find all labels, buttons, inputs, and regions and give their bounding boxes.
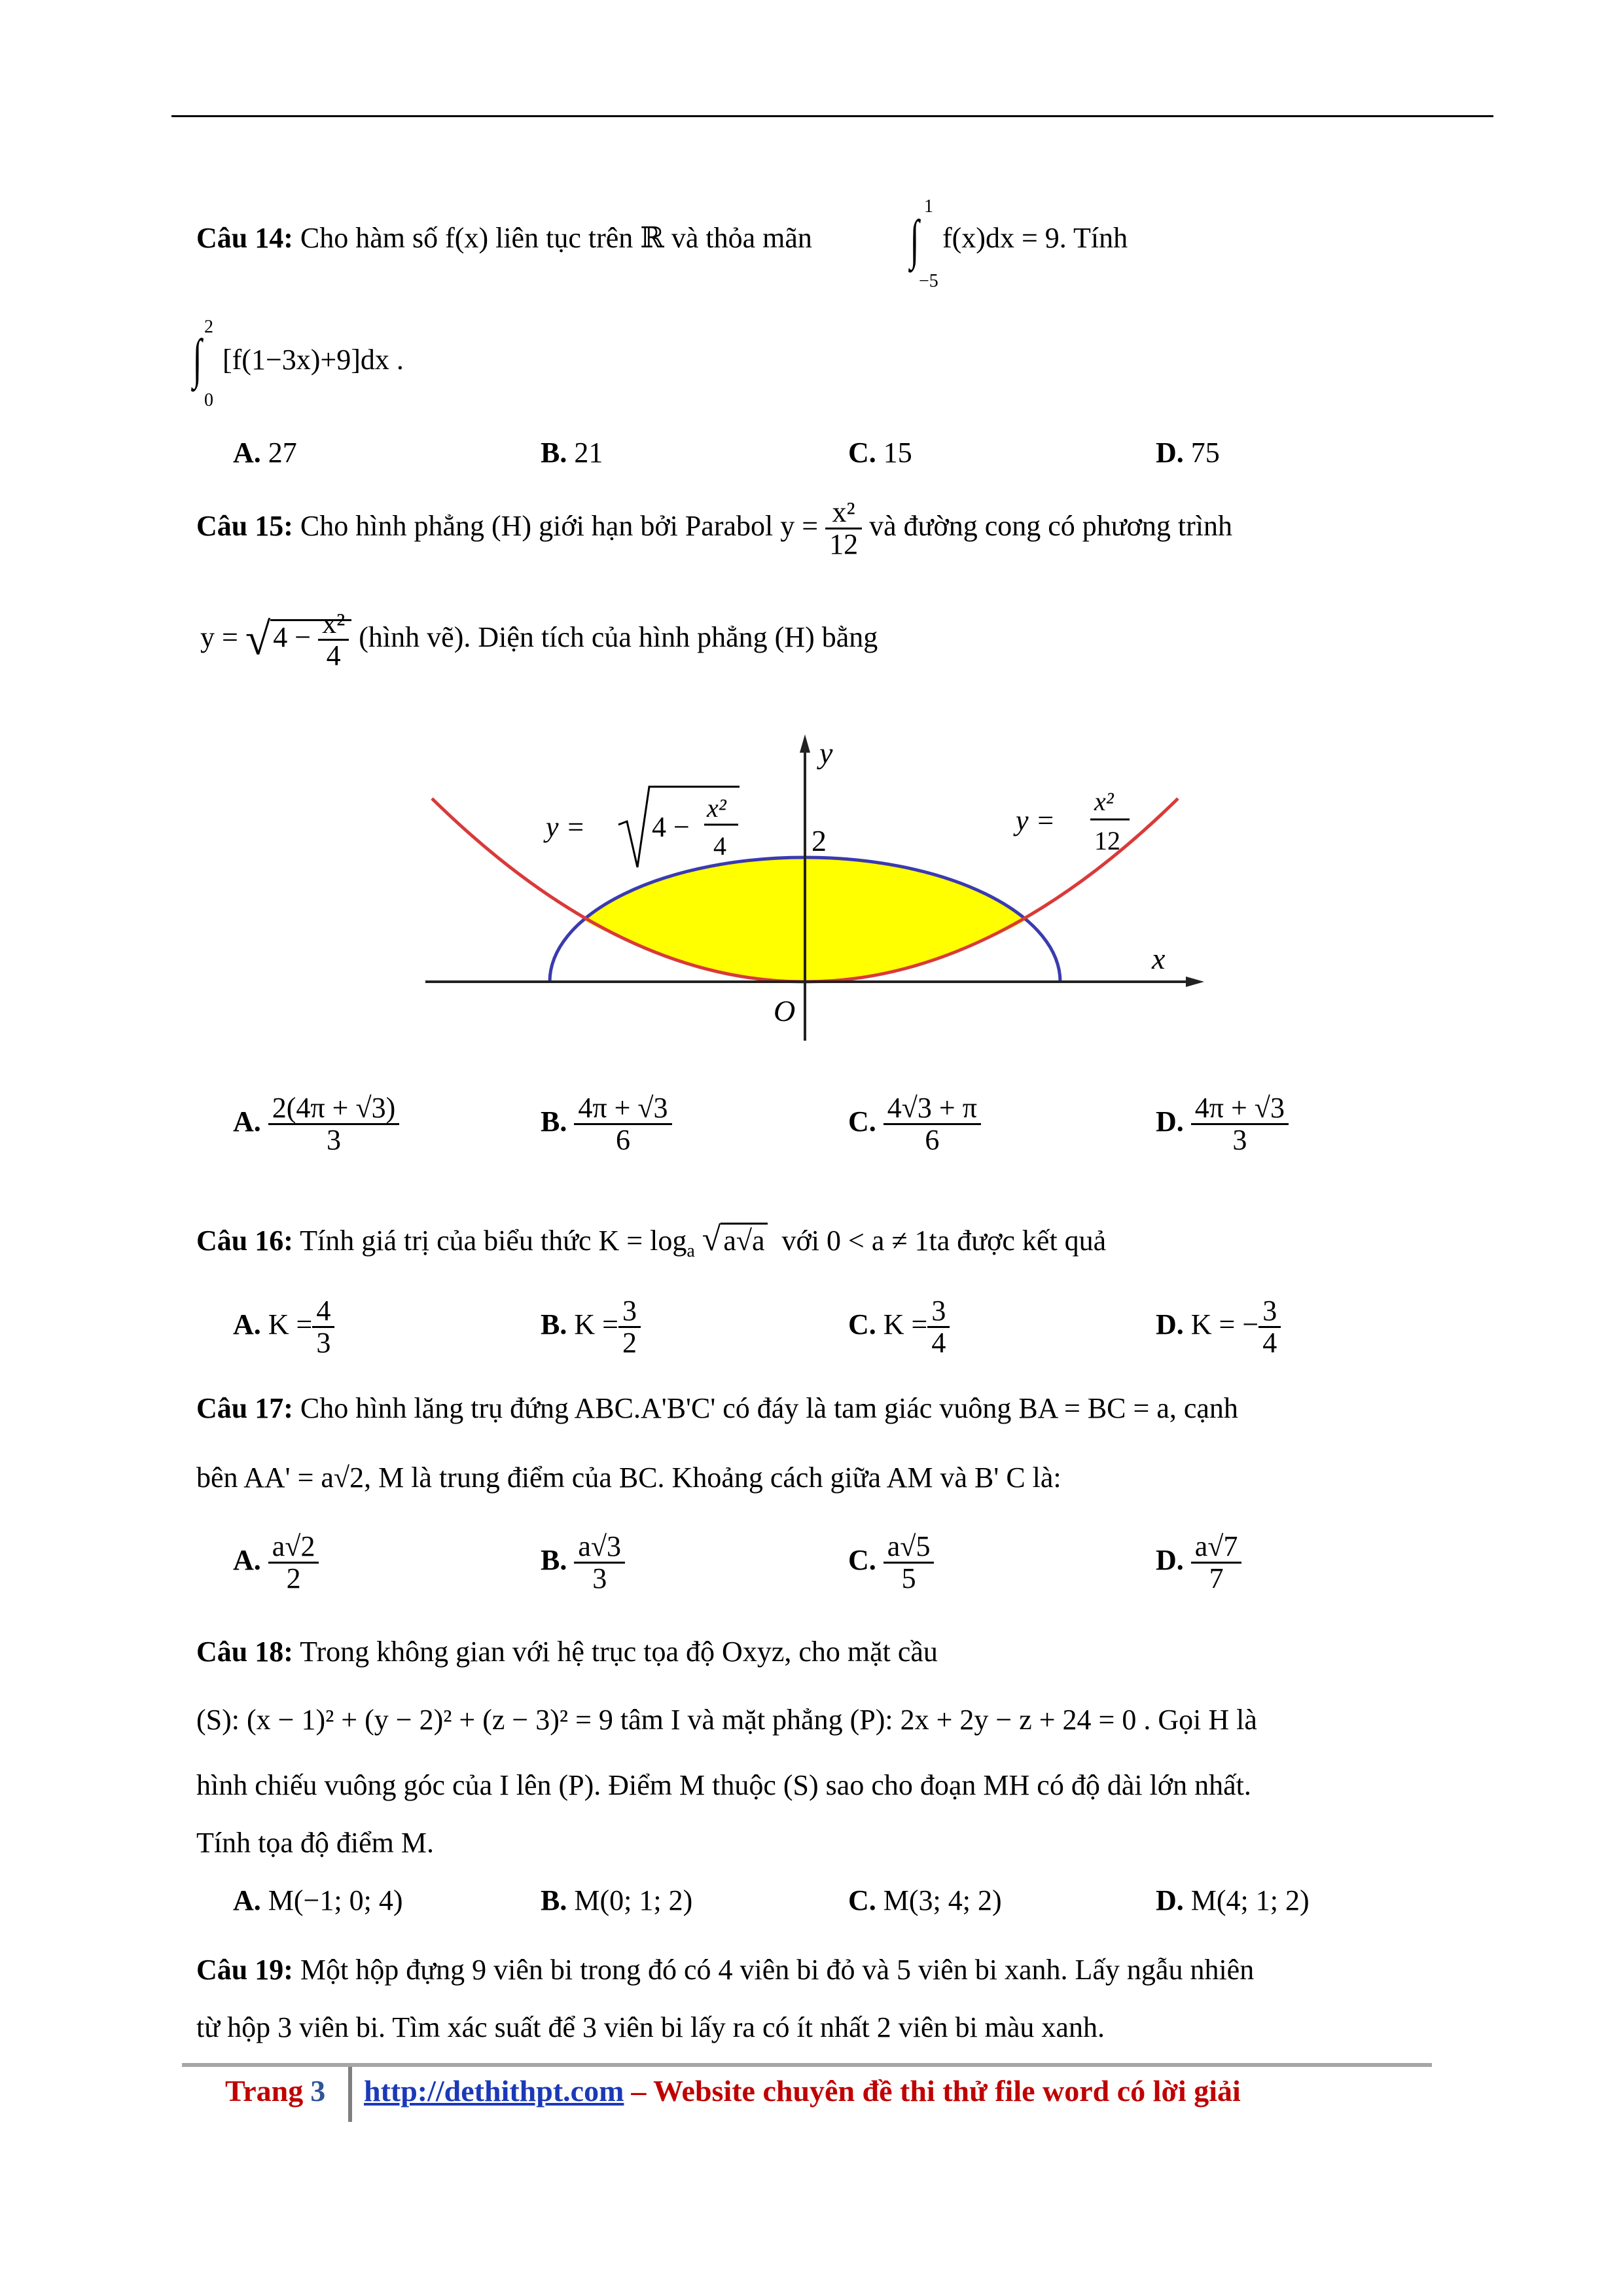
q15-right-label-lhs: y = bbox=[1016, 804, 1056, 836]
q14-int2-expr: [f(1−3x)+9]dx . bbox=[223, 344, 404, 376]
q18-line4: Tính tọa độ điểm M. bbox=[196, 1827, 434, 1859]
footer-link[interactable]: http://dethithpt.com bbox=[364, 2074, 624, 2108]
q14-int-expr: f(x)dx = 9. Tính bbox=[942, 222, 1128, 254]
q18-option-a[interactable]: A. M(−1; 0; 4) bbox=[233, 1884, 403, 1916]
q17-line2: bên AA' = a√2, M là trung điểm của BC. Khoảng cách giữa AM và B' C là: bbox=[196, 1462, 1061, 1494]
q18-option-d[interactable]: D. M(4; 1; 2) bbox=[1156, 1884, 1310, 1916]
q15-x-arrow bbox=[1186, 977, 1204, 987]
q14-label: Câu 14: bbox=[196, 222, 293, 254]
q14-int2-lower: 0 bbox=[204, 390, 213, 410]
q15-origin-label: O bbox=[774, 994, 796, 1028]
q15-option-b[interactable]: B. $\frac{4\pi + √3}{6}$ bbox=[541, 1093, 672, 1155]
q15-x-label: x bbox=[1152, 942, 1166, 975]
q17-option-a[interactable]: A. $\frac{a√2}{2}$ bbox=[233, 1532, 319, 1594]
q19-line1: Câu 19: Một hộp đựng 9 viên bi trong đó có 4 viên bi đỏ và 5 viên bi xanh. Lấy ngẫu nhiên bbox=[196, 1954, 1255, 1986]
q14-int-upper: 1 bbox=[924, 196, 933, 217]
q14-integral2-sign: ∫ bbox=[192, 329, 202, 389]
q15-left-label-num: x² bbox=[707, 793, 726, 823]
q15-left-label-den: 4 bbox=[713, 831, 726, 861]
q17-option-c[interactable]: C. $\frac{a√5}{5}$ bbox=[848, 1532, 934, 1594]
q17-option-d[interactable]: D. $\frac{a√7}{7}$ bbox=[1156, 1532, 1241, 1594]
q18-line3: hình chiếu vuông góc của I lên (P). Điểm M thuộc (S) sao cho đoạn MH có độ dài lớn nhất. bbox=[196, 1769, 1251, 1801]
q15-left-label-in: 4 − bbox=[652, 811, 690, 843]
q15-y-label: y bbox=[819, 736, 833, 770]
q15-left-label-lhs: y = bbox=[546, 811, 586, 843]
q15-eq1-frac: $\frac{\text{x²}}{12}$ bbox=[825, 497, 862, 560]
q14-line1: Câu 14: Cho hàm số f(x) liên tục trên ℝ và thỏa mãn bbox=[196, 222, 812, 254]
q18-line2: (S): (x − 1)² + (y − 2)² + (z − 3)² = 9 tâm I và mặt phẳng (P): 2x + 2y − z + 24 = 0 . Gọi H là bbox=[196, 1704, 1257, 1736]
q17-line1: Câu 17: Cho hình lăng trụ đứng ABC.A'B'C' có đáy là tam giác vuông BA = BC = a, cạnh bbox=[196, 1392, 1238, 1424]
q15-line1: Câu 15: Cho hình phẳng (H) giới hạn bởi Parabol y = $\frac{\text{x²}}{12}$ và đường cong có phương trình bbox=[196, 496, 1232, 561]
q15-line2: y = √4 − $\frac{\text{x²}}{4}$ (hình vẽ). Diện tích của hình phẳng (H) bằng bbox=[200, 607, 878, 672]
q14-option-d[interactable]: D. 75 bbox=[1156, 437, 1220, 469]
q15-right-label-den: 12 bbox=[1094, 826, 1120, 855]
q15-option-a[interactable]: A. $\frac{2(4\pi + √3)}{3}$ bbox=[233, 1093, 399, 1155]
q18-line1: Câu 18: Trong không gian với hệ trục tọa độ Oxyz, cho mặt cầu bbox=[196, 1636, 938, 1668]
q16-option-b[interactable]: B. K = $\frac{3}{2}$ bbox=[541, 1296, 641, 1358]
footer-text: http://dethithpt.com – Website chuyên đề thi thử file word có lời giải bbox=[364, 2074, 1241, 2108]
q14-option-b[interactable]: B. 21 bbox=[541, 437, 603, 469]
q15-y-tick-2: 2 bbox=[812, 824, 827, 857]
q18-option-b[interactable]: B. M(0; 1; 2) bbox=[541, 1884, 693, 1916]
q15-y-arrow bbox=[800, 734, 810, 753]
footer-rule bbox=[182, 2063, 1432, 2067]
q15-graph bbox=[419, 733, 1217, 1047]
q14-integral-sign: ∫ bbox=[910, 209, 919, 270]
q19-line2: từ hộp 3 viên bi. Tìm xác suất để 3 viên bi lấy ra có ít nhất 2 viên bi màu xanh. bbox=[196, 2011, 1105, 2043]
footer-divider bbox=[348, 2067, 352, 2122]
q14-int-lower: −5 bbox=[919, 271, 938, 291]
q15-option-c[interactable]: C. $\frac{4√3 + \pi}{6}$ bbox=[848, 1093, 981, 1155]
q18-option-c[interactable]: C. M(3; 4; 2) bbox=[848, 1884, 1002, 1916]
q14-int2-upper: 2 bbox=[204, 317, 213, 337]
footer-page: Trang 3 bbox=[225, 2074, 326, 2108]
q15-option-d[interactable]: D. $\frac{4\pi + √3}{3}$ bbox=[1156, 1093, 1289, 1155]
q15-right-label-num: x² bbox=[1094, 787, 1114, 816]
q14-option-a[interactable]: A. 27 bbox=[233, 437, 297, 469]
q16-option-c[interactable]: C. K = $\frac{3}{4}$ bbox=[848, 1296, 950, 1358]
q16-option-d[interactable]: D. K = − $\frac{3}{4}$ bbox=[1156, 1296, 1281, 1358]
header-rule bbox=[171, 115, 1493, 117]
q16-option-a[interactable]: A. K = $\frac{4}{3}$ bbox=[233, 1296, 334, 1358]
q14-option-c[interactable]: C. 15 bbox=[848, 437, 912, 469]
q16-line1: Câu 16: Tính giá trị của biểu thức $K = \log_a √a√a$ với 0 < a ≠ 1ta được kết quả bbox=[196, 1221, 1107, 1261]
q17-option-b[interactable]: B. $\frac{a√3}{3}$ bbox=[541, 1532, 625, 1594]
